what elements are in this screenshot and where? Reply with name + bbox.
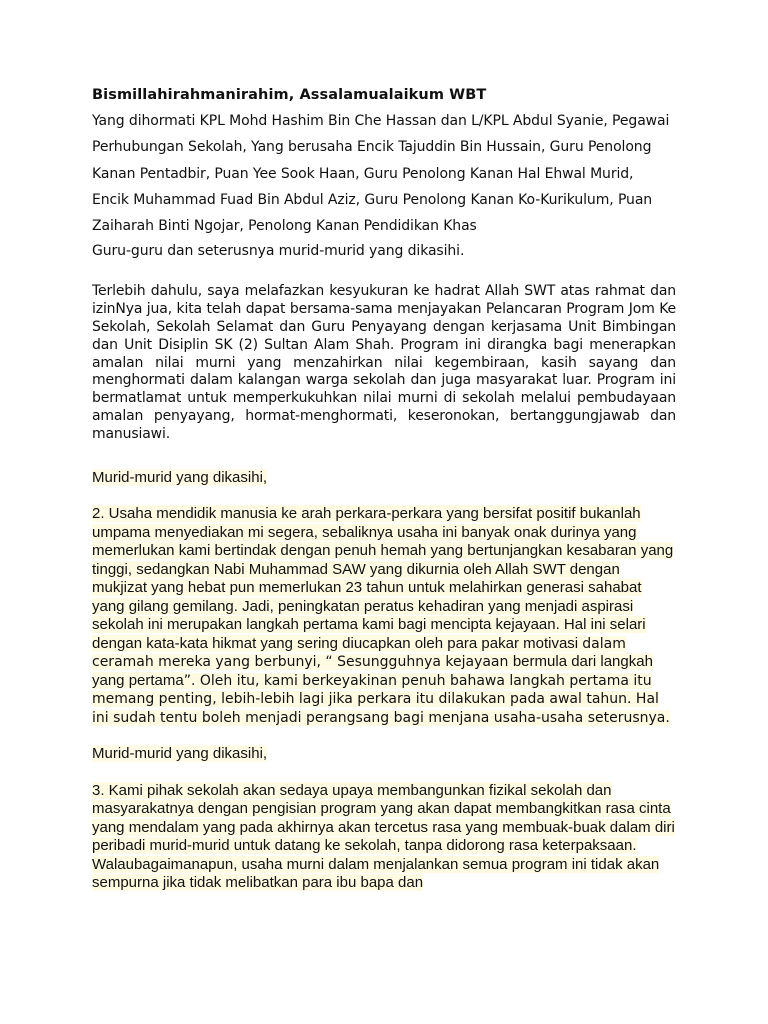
greeting-line: Yang dihormati KPL Mohd Hashim Bin Che Hassan dan L/KPL Abdul Syanie, Pegawai [92,113,670,129]
paragraph-2-quote: bermula dari langkah yang pertama [92,653,653,689]
address-text: Murid-murid yang dikasihi, [92,745,268,763]
opening-paragraph: Terlebih dahulu, saya melafazkan kesyukuran ke hadrat Allah SWT atas rahmat dan izinNya jua, kita telah dapat bersama-sama menjayakan Pelancaran Program Jom Ke Sekolah, Sekolah Selamat dan Guru Penyayang dengan kerjasama Unit Bimbingan dan Unit Disiplin SK (2) Sultan Alam Shah. Program ini dirangka bagi menerapkan amalan nilai murni yang menzahirkan nilai kegembiraan, kasih sayang dan menghormati dalam kalangan warga sekolah dan juga masyarakat luar. Program ini bermatlamat untuk memperkukuhkan nilai murni di sekolah melalui pembudayaan amalan penyayang, hormat-menghormati, keseronokan, bertanggungjawab dan manusiawi. [92,283,676,442]
greeting-line: Kanan Pentadbir, Puan Yee Sook Haan, Guru Penolong Kanan Hal Ehwal Murid, [92,165,634,182]
greeting-line: Encik Muhammad Fuad Bin Abdul Aziz, Guru Penolong Kanan Ko-Kurikulum, Puan [92,191,653,208]
address-text: Murid-murid yang dikasihi, [92,468,268,486]
paragraph-3-text: 3. Kami pihak sekolah akan sedaya upaya membangunkan fizikal sekolah dan masyarakatnya dengan pengisian program yang akan dapat membangkitkan rasa cinta yang mendalam yang pada akhirnya akan tercetus rasa yang membuak-buak dalam diri peribadi murid-murid untuk datang ke sekolah, tanpa didorong rasa keterpaksaan. Walaubagaimanapun, usaha murni dalam menjalankan semua program ini tidak akan sempurna jika tidak melibatkan para ibu bapa dan [92,781,675,892]
greeting-line: Zaiharah Binti Ngojar, Penolong Kanan Pendidikan Khas [92,218,477,235]
address-line [92,745,676,764]
paragraph-2 [92,505,676,727]
greeting-block [92,108,676,263]
paragraph-2-continuation: ”. Oleh itu, kami berkeyakinan penuh bahawa langkah pertama itu memang penting, lebih-lebih lagi jika perkara itu dilakukan pada awal tahun. Hal ini sudah tentu boleh menjadi perangsang bagi menjana usaha-usaha seterusnya. [92,672,670,726]
address-line [92,469,676,488]
greeting-line: Perhubungan Sekolah, Yang berusaha Encik Tajuddin Bin Hussain, Guru Penolong [92,139,652,156]
paragraph-2-quote-intro: dalam ceramah mereka yang berbunyi, “ Sesungguhnya kejayaan [92,635,626,671]
paragraph-2-text: 2. Usaha mendidik manusia ke arah perkara-perkara yang bersifat positif bukanlah umpama menyediakan mi segera, sebaliknya usaha ini banyak onak durinya yang memerlukan kami bertindak dengan penuh hemah yang bertunjangkan kesabaran yang tinggi, sedangkan Nabi Muhammad SAW yang dikurnia oleh Allah SWT dengan mukjizat yang hebat pun memerlukan 23 tahun untuk melahirkan generasi sahabat yang gilang gemilang. Jadi, peningkatan peratus kehadiran yang menjadi aspirasi sekolah ini merupakan langkah pertama kami bagi mencipta kejayaan. Hal ini selari dengan kata-kata hikmat yang sering diucapkan oleh para pakar motivasi [92,505,674,652]
greeting-tail: Guru-guru dan seterusnya murid-murid yang dikasihi. [92,243,465,260]
paragraph-3 [92,782,676,893]
document-heading: Bismillahirahmanirahim, Assalamualaikum WBT [92,87,487,103]
document-body [92,84,676,911]
